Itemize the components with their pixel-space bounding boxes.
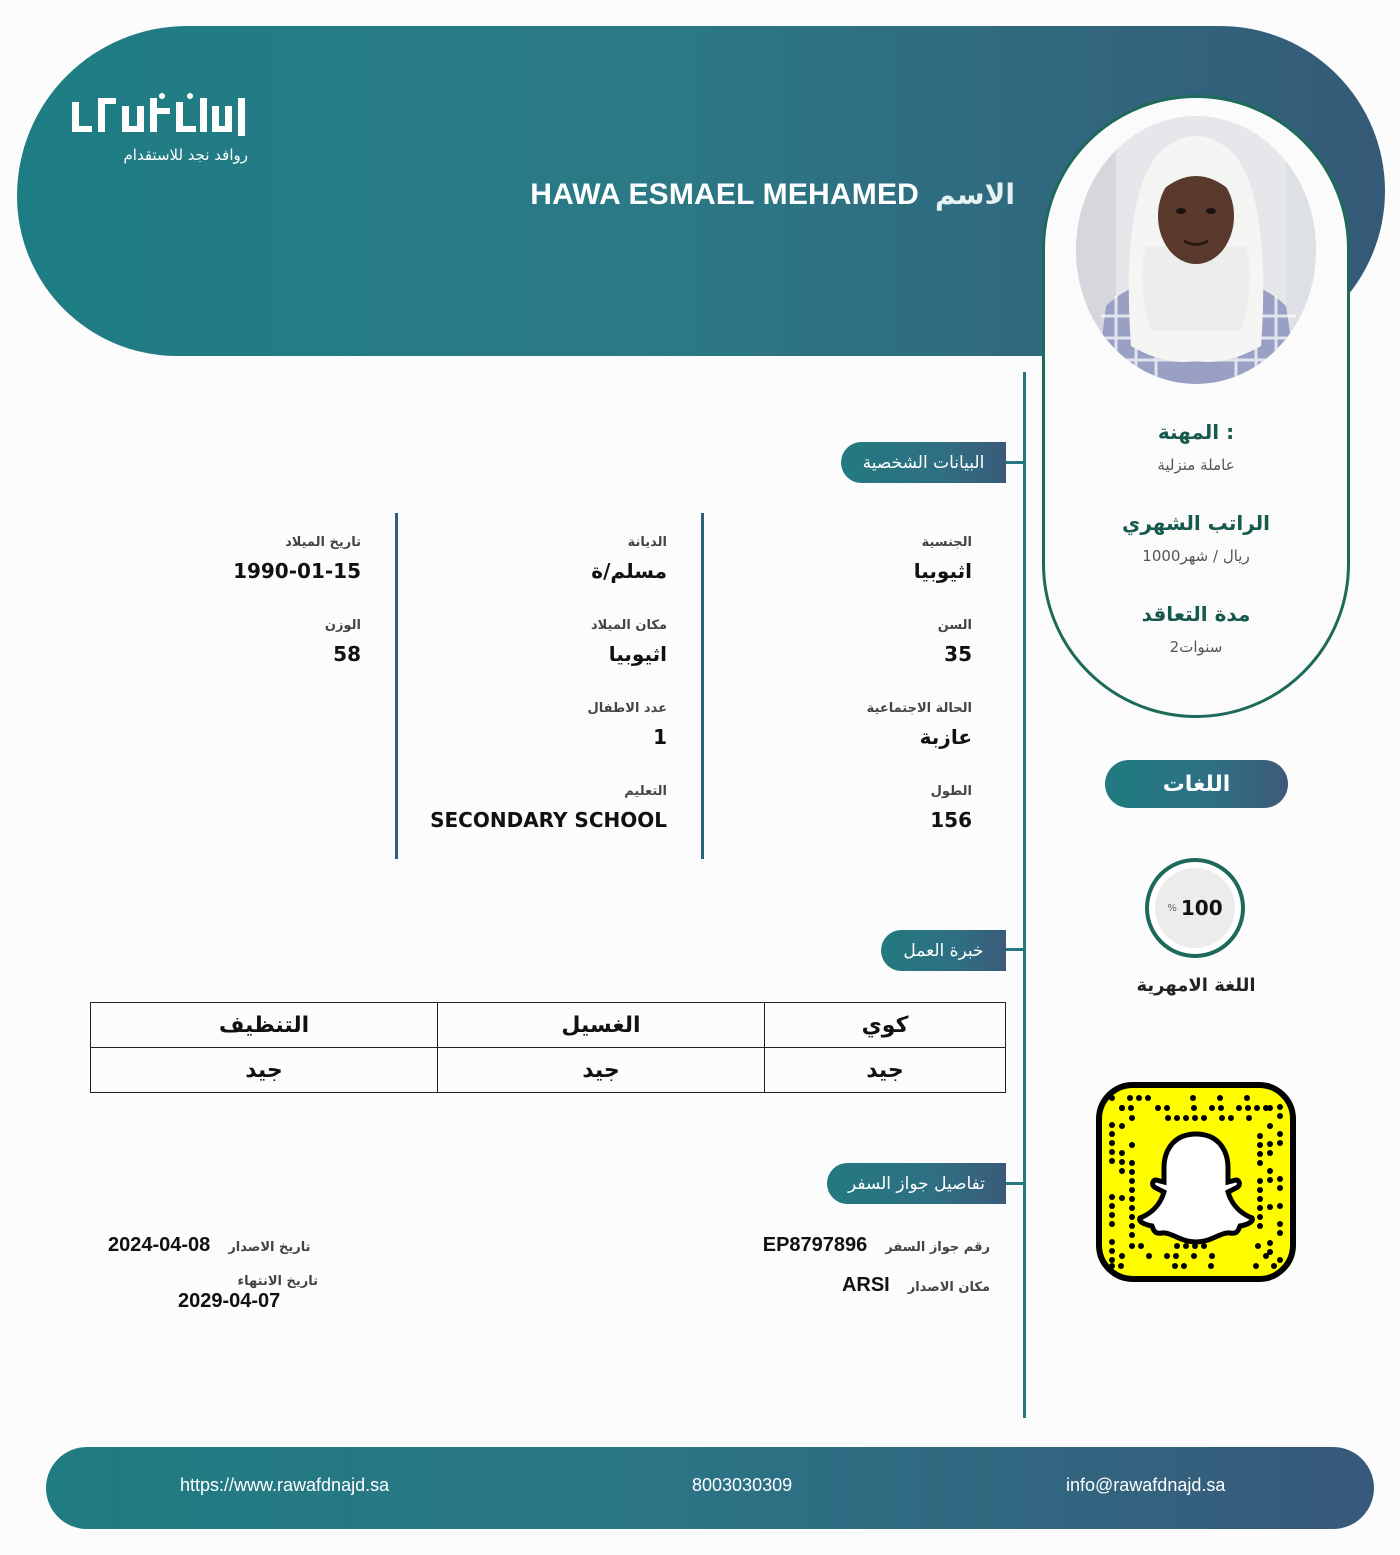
passport-issue-place-label: مكان الاصدار xyxy=(907,1280,990,1295)
field-education xyxy=(430,784,667,832)
field-label: تاريخ الميلاد xyxy=(285,535,361,550)
section-personal-title: البيانات الشخصية xyxy=(862,452,985,473)
section-passport-connector xyxy=(1006,1182,1024,1185)
field-marital-status xyxy=(867,701,972,749)
table-header-cell: كوي xyxy=(765,1003,1006,1048)
field-height xyxy=(930,784,972,832)
passport-issue-place-row xyxy=(842,1274,990,1297)
passport-expiry-label: تاريخ الانتهاء xyxy=(237,1274,318,1289)
passport-number-value: EP8797896 xyxy=(762,1234,868,1256)
candidate-photo xyxy=(1076,116,1316,384)
passport-expiry-value: 2029-04-07 xyxy=(178,1290,281,1312)
table-cell: جيد xyxy=(91,1048,438,1093)
field-value: 156 xyxy=(930,808,972,832)
section-passport-title: تفاصيل جواز السفر xyxy=(847,1173,986,1194)
snapchat-ghost-icon xyxy=(1096,1082,1296,1282)
section-experience-title: خبرة العمل xyxy=(903,940,984,961)
experience-table xyxy=(90,1002,1006,1093)
column-divider-1 xyxy=(701,513,704,859)
field-value: 35 xyxy=(944,642,972,666)
passport-number-label: رقم جواز السفر xyxy=(885,1240,990,1255)
contract-value: 2سنوات xyxy=(1169,638,1223,656)
contract-title: مدة التعاقد xyxy=(1141,602,1251,626)
logo-text: روافد نجد للاستقدام xyxy=(123,146,248,164)
section-experience-connector xyxy=(1006,948,1024,951)
field-label: الديانة xyxy=(627,535,667,550)
passport-issue-place-value: ARSI xyxy=(841,1274,890,1296)
field-value: 1 xyxy=(653,725,667,749)
passport-issue-date-label: تاريخ الاصدار xyxy=(228,1240,311,1255)
salary-value: 1000ريال / شهر xyxy=(1142,547,1250,565)
salary-title: الراتب الشهري xyxy=(1122,511,1270,535)
salary-section xyxy=(1045,511,1347,565)
table-header-row xyxy=(91,1003,1006,1048)
field-birthdate xyxy=(233,535,361,583)
section-personal-connector xyxy=(1006,461,1024,464)
field-value: عازبة xyxy=(919,725,972,749)
contract-section xyxy=(1045,602,1347,656)
field-label: الوزن xyxy=(324,618,361,633)
profession-title: المهنة : xyxy=(1157,420,1235,444)
field-value: مسلم/ة xyxy=(591,559,667,583)
snapchat-qr-code[interactable] xyxy=(1096,1082,1296,1282)
field-weight xyxy=(325,618,361,666)
column-divider-2 xyxy=(395,513,398,859)
language-percent-unit: % xyxy=(1167,902,1177,914)
language-name: اللغة الامهرية xyxy=(1136,975,1256,996)
vertical-divider xyxy=(1023,372,1026,1418)
field-value: 1990-01-15 xyxy=(233,559,361,583)
footer-phone[interactable]: 8003030309 xyxy=(692,1475,793,1495)
languages-title: اللغات xyxy=(1162,771,1231,797)
field-label: التعليم xyxy=(624,784,667,799)
section-passport-pill xyxy=(827,1163,1006,1204)
table-row xyxy=(91,1048,1006,1093)
field-nationality xyxy=(914,535,972,583)
profession-value: عاملة منزلية xyxy=(1157,456,1235,474)
field-label: السن xyxy=(937,618,972,633)
name-row xyxy=(530,178,1015,212)
passport-issue-date-row xyxy=(108,1234,310,1257)
field-value: اثيوبيا xyxy=(913,559,972,583)
field-value: 58 xyxy=(333,642,361,666)
footer-website-link[interactable]: https://www.rawafdnajd.sa xyxy=(180,1475,390,1495)
field-religion xyxy=(591,535,667,583)
passport-issue-date-value: 2024-04-08 xyxy=(108,1234,211,1256)
profile-card xyxy=(1042,95,1350,718)
field-label: عدد الاطفال xyxy=(587,701,667,716)
footer-bar xyxy=(46,1447,1374,1529)
field-children xyxy=(588,701,668,749)
field-value: SECONDARY SCHOOL xyxy=(430,808,667,832)
company-logo xyxy=(70,92,250,164)
table-cell: جيد xyxy=(765,1048,1006,1093)
field-value: اثيوبيا xyxy=(608,642,667,666)
language-percent-value: 100 xyxy=(1180,896,1223,920)
footer-email-link[interactable]: info@rawafdnajd.sa xyxy=(1066,1475,1226,1495)
field-birthplace xyxy=(591,618,667,666)
language-level-circle xyxy=(1145,858,1245,958)
profession-section xyxy=(1045,420,1347,474)
name-label: الاسم xyxy=(935,178,1015,211)
candidate-photo-image xyxy=(1076,116,1316,384)
field-label: مكان الميلاد xyxy=(590,618,667,633)
table-header-cell: الغسيل xyxy=(438,1003,765,1048)
table-header-cell: التنظيف xyxy=(91,1003,438,1048)
field-label: الطول xyxy=(930,784,972,799)
section-experience-pill xyxy=(881,930,1006,971)
language-level-inner xyxy=(1155,868,1235,948)
passport-expiry-block xyxy=(178,1274,318,1289)
logo-mark-icon xyxy=(70,92,250,140)
languages-pill xyxy=(1105,760,1288,808)
section-personal-pill xyxy=(841,442,1006,483)
field-label: الحالة الاجتماعية xyxy=(866,701,972,716)
candidate-name: HAWA ESMAEL MEHAMED xyxy=(530,178,920,211)
field-label: الجنسية xyxy=(921,535,972,550)
field-age xyxy=(938,618,972,666)
passport-number-row xyxy=(763,1234,990,1257)
table-cell: جيد xyxy=(438,1048,765,1093)
